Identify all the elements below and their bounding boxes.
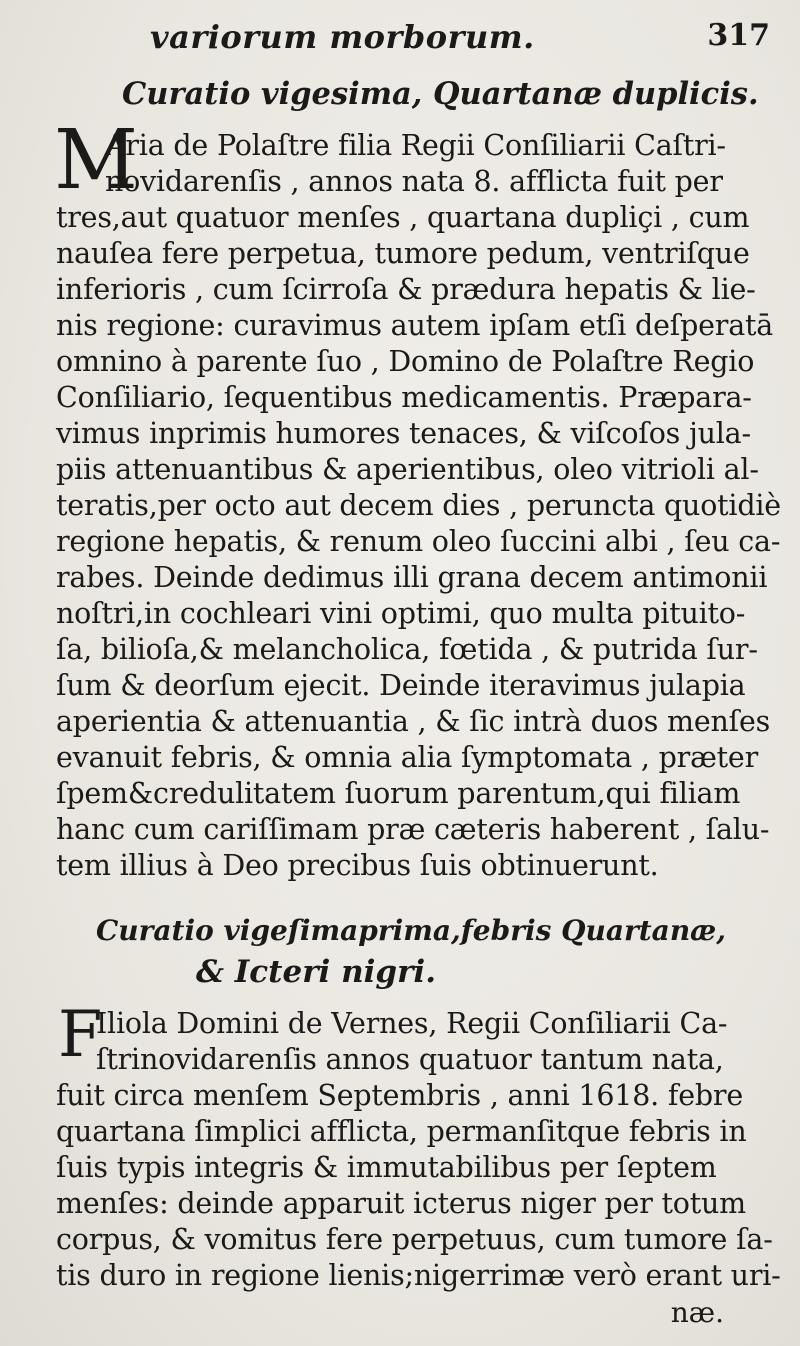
text-line: Aria de Polaſtre filia Regii Conſiliarii Caſtri-: [105, 129, 726, 162]
text-line: corpus, & vomitus fere perpetuus, cum tumore ſa-: [56, 1223, 773, 1256]
text-line: vimus inprimis humores tenaces, & viſcoſos jula-: [56, 417, 751, 450]
text-line: aperientia & attenuantia , & ſic intrà duos menſes: [56, 705, 771, 738]
section-heading-2-line-2: & Icteri nigri.: [196, 954, 436, 990]
text-line: novidarenſis , annos nata 8. afflicta fuit per: [105, 165, 723, 198]
text-line: hanc cum cariſſimam præ cæteris haberent , ſalu-: [56, 813, 770, 846]
text-line: tem illius à Deo precibus ſuis obtinuerunt.: [56, 849, 659, 882]
text-line: menſes: deinde apparuit icterus niger per totum: [56, 1187, 746, 1220]
text-line: fuit circa menſem Septembris , anni 1618. febre: [56, 1079, 744, 1112]
running-head: [150, 10, 770, 70]
text-line: tres,aut quatuor menſes , quartana dupliçi , cum: [56, 201, 750, 234]
text-line: ſpem&credulitatem ſuorum parentum,qui filiam: [56, 777, 741, 810]
text-line: ſtrinovidarenſis annos quatuor tantum nata,: [96, 1043, 724, 1076]
text-line: omnino à parente ſuo , Domino de Polaſtre Regio: [56, 345, 755, 378]
text-line: noſtri,in cochleari vini optimi, quo multa pituito-: [56, 597, 746, 630]
text-line: ſum & deorſum ejecit. Deinde iteravimus julapia: [56, 669, 746, 702]
text-line: ſuis typis integris & immutabilibus per ſeptem: [56, 1151, 717, 1184]
text-line: Iliola Domini de Vernes, Regii Conſiliarii Ca-: [96, 1007, 728, 1040]
text-line: ſa, bilioſa,& melancholica, fœtida , & putrida ſur-: [56, 633, 758, 666]
text-line: quartana ſimplici afflicta, permanſitque febris in: [56, 1115, 747, 1148]
text-line: Conſiliario, ſequentibus medicamentis. Præpara-: [56, 381, 752, 414]
text-line: regione hepatis, & renum oleo ſuccini albi , ſeu ca-: [56, 525, 781, 558]
text-line: tis duro in regione lienis;nigerrimæ verò erant uri-: [56, 1259, 781, 1292]
text-line: rabes. Deinde dedimus illi grana decem antimonii: [56, 561, 768, 594]
drop-cap-f: F: [58, 998, 103, 1072]
drop-cap-m: M: [54, 113, 138, 208]
text-line: inferioris , cum ſcirroſa & prædura hepatis & lie-: [56, 273, 756, 306]
text-line: nauſea fere perpetua, tumore pedum, ventriſque: [56, 237, 750, 270]
text-line: nis regione: curavimus autem ipſam etſi deſperatā: [56, 309, 774, 342]
running-title: variorum morborum.: [150, 18, 535, 56]
text-line: piis attenuantibus & aperientibus, oleo vitrioli al-: [56, 453, 759, 486]
catchword: næ.: [670, 1296, 724, 1329]
text-line: teratis,per octo aut decem dies , perunctа quotidiè: [56, 489, 781, 522]
section-heading-2-line-1: Curatio vigeſimaprima,febris Quartanæ,: [96, 914, 727, 947]
text-line: evanuit febris, & omnia alia ſymptomata , præter: [56, 741, 759, 774]
section-heading-1: Curatio vigesima, Quartanæ duplicis.: [122, 76, 759, 112]
page-number: 317: [707, 18, 770, 53]
